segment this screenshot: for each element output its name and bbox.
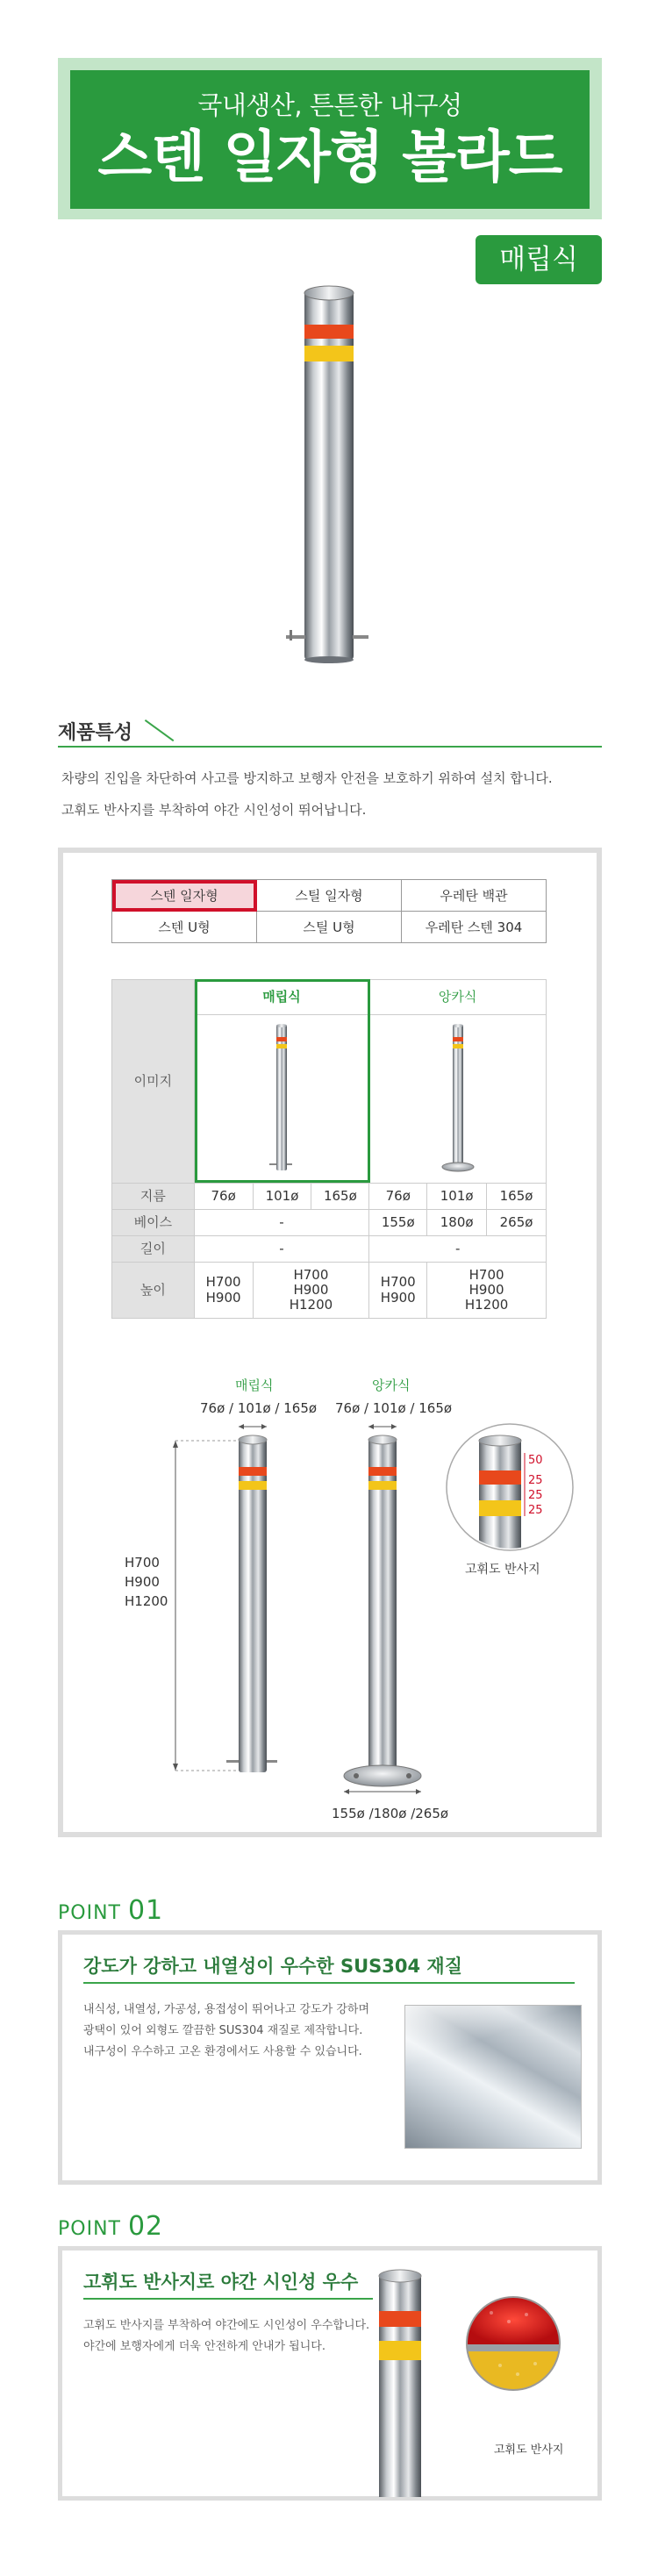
- orange-band: [304, 325, 354, 339]
- product-type-selected: 스텐 일자형: [112, 880, 257, 912]
- spec-cell: -: [369, 1236, 547, 1263]
- product-type-cell: 스틸 일자형: [257, 880, 402, 912]
- hero-title: 스텐 일자형 볼라드: [97, 125, 562, 190]
- diagram-diameter-anchor: 76ø / 101ø / 165ø: [335, 1400, 453, 1416]
- point-02-title: [58, 2211, 163, 2242]
- type-badge: 매립식: [476, 235, 602, 284]
- spec-cell: 101ø: [427, 1184, 487, 1210]
- yellow-band: [304, 346, 354, 361]
- spec-cell: -: [194, 1210, 369, 1236]
- reflector-detail: [444, 1421, 576, 1553]
- product-type-cell: 우레탄 스텐 304: [402, 912, 547, 943]
- anchor-bollard-thumb: [436, 1018, 480, 1176]
- point-01-number: 01: [127, 1895, 164, 1926]
- diagram-base-dims: 155ø /180ø /265ø: [332, 1806, 449, 1821]
- features-line-1: 차량의 진입을 차단하여 사고를 방지하고 보행자 안전을 보호하기 위하여 설치 합니다.: [61, 770, 553, 786]
- diagram-heights: H700 H900 H1200: [125, 1555, 168, 1609]
- spec-group-anchor: 앙카식: [369, 980, 547, 1015]
- spec-row-base: 베이스: [112, 1210, 195, 1236]
- spec-cell: 265ø: [487, 1210, 547, 1236]
- point-01-title: [58, 1895, 163, 1926]
- diagram-label-anchor: 앙카식: [372, 1377, 411, 1393]
- band-size: 25: [528, 1489, 543, 1502]
- point-01-heading: 강도가 강하고 내열성이 우수한 SUS304 재질: [83, 1956, 462, 1977]
- section-divider-notch: [145, 719, 175, 741]
- embedded-highlight-box: [195, 979, 370, 1183]
- spec-cell: 101ø: [253, 1184, 311, 1210]
- spec-row-image: 이미지: [112, 980, 195, 1184]
- reflector-bollard-image: [365, 2267, 435, 2497]
- band-size: 25: [528, 1504, 543, 1517]
- product-type-table: [111, 879, 547, 943]
- main-bollard-image: [281, 283, 377, 669]
- point-01-box: [58, 1930, 602, 2185]
- band-size: 50: [528, 1454, 543, 1467]
- reflector-closeup: [465, 2295, 561, 2392]
- spec-cell: H700 H900: [194, 1263, 253, 1319]
- spec-cell: -: [194, 1236, 369, 1263]
- point-01-line-3: 내구성이 우수하고 고온 환경에서도 사용할 수 있습니다.: [83, 2045, 362, 2058]
- spec-row-length: 길이: [112, 1236, 195, 1263]
- spec-row-height: 높이: [112, 1263, 195, 1319]
- spec-cell: 76ø: [194, 1184, 253, 1210]
- point-02-caption: 고휘도 반사지: [494, 2444, 564, 2457]
- features-line-2: 고휘도 반사지를 부착하여 야간 시인성이 뛰어납니다.: [61, 802, 367, 818]
- spec-cell: 76ø: [369, 1184, 427, 1210]
- spec-row-diameter: 지름: [112, 1184, 195, 1210]
- diagram-label-embedded: 매립식: [235, 1377, 274, 1393]
- point-02-divider: [83, 2298, 373, 2300]
- product-type-cell: 스텐 U형: [112, 912, 257, 943]
- product-type-cell: 우레탄 백관: [402, 880, 547, 912]
- point-01-divider: [83, 1982, 575, 1984]
- point-02-prefix: POINT: [58, 2218, 121, 2240]
- spec-group-embedded: 매립식: [194, 980, 369, 1015]
- reflector-label: 고휘도 반사지: [465, 1563, 540, 1577]
- spec-cell: H700 H900 H1200: [253, 1263, 369, 1319]
- spec-cell: 180ø: [427, 1210, 487, 1236]
- spec-cell: 165ø: [311, 1184, 369, 1210]
- point-01-line-2: 광택이 있어 외형도 깔끔한 SUS304 재질로 제작합니다.: [83, 2024, 363, 2037]
- point-02-line-1: 고휘도 반사지를 부착하여 야간에도 시인성이 우수합니다.: [83, 2319, 370, 2332]
- spec-cell: H700 H900 H1200: [427, 1263, 547, 1319]
- hero-banner: [70, 70, 590, 209]
- dimension-diagram: [158, 1416, 456, 1802]
- features-heading: 제품특성: [58, 722, 133, 744]
- point-01-line-1: 내식성, 내열성, 가공성, 용접성이 뛰어나고 강도가 강하며: [83, 2003, 370, 2016]
- section-divider: [58, 746, 602, 748]
- hero-subtitle: 국내생산, 튼튼한 내구성: [197, 90, 462, 120]
- spec-cell: H700 H900: [369, 1263, 427, 1319]
- diagram-diameter-embedded: 76ø / 101ø / 165ø: [200, 1400, 318, 1416]
- point-02-line-2: 야간에 보행자에게 더욱 안전하게 안내가 됩니다.: [83, 2340, 325, 2353]
- spec-image-anchor: [369, 1015, 547, 1184]
- spec-cell: 165ø: [487, 1184, 547, 1210]
- point-01-prefix: POINT: [58, 1902, 121, 1924]
- point-02-heading: 고휘도 반사지로 야간 시인성 우수: [83, 2272, 359, 2293]
- band-size: 25: [528, 1474, 543, 1487]
- product-type-cell: 스틸 U형: [257, 912, 402, 943]
- spec-cell: 155ø: [369, 1210, 427, 1236]
- point-02-number: 02: [127, 2211, 164, 2242]
- steel-texture-image: [404, 2005, 582, 2149]
